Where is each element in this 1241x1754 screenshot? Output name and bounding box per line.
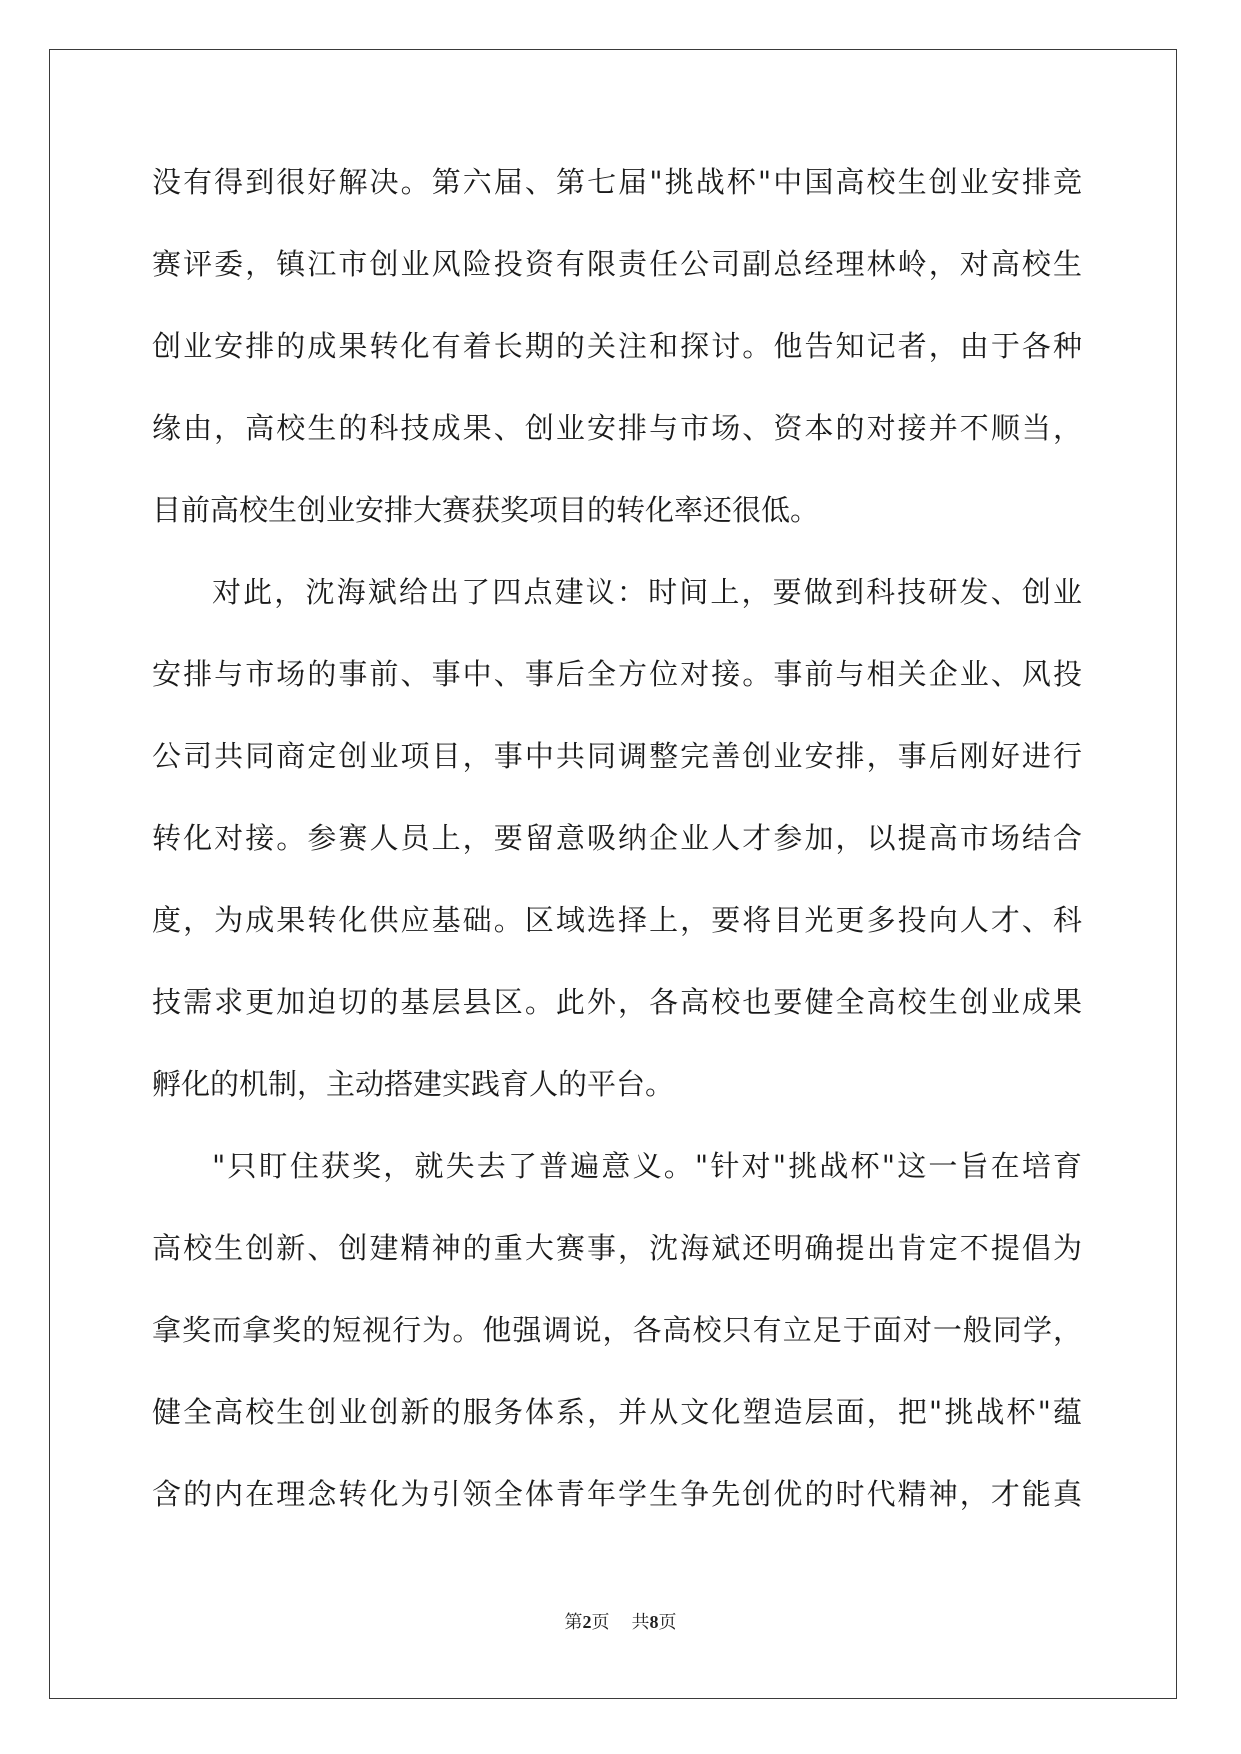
- page-suffix: 页: [591, 1612, 610, 1632]
- page-prefix: 第: [564, 1612, 583, 1632]
- text-line: 健全高校生创业创新的服务体系，并从文化塑造层面，把"挑战杯"蕴: [152, 1395, 1082, 1429]
- text-line: "只盯住获奖，就失去了普遍意义。"针对"挑战杯"这一旨在培育: [212, 1149, 1082, 1183]
- document-body: [152, 152, 1082, 1546]
- total-suffix: 页: [658, 1612, 677, 1632]
- page-footer: [0, 1608, 1241, 1634]
- text-line: 缘由，高校生的科技成果、创业安排与市场、资本的对接并不顺当，: [152, 411, 1082, 445]
- text-line: 技需求更加迫切的基层县区。此外，各高校也要健全高校生创业成果: [152, 985, 1082, 1019]
- text-line: 公司共同商定创业项目，事中共同调整完善创业安排，事后刚好进行: [152, 739, 1082, 773]
- text-line: 目前高校生创业安排大赛获奖项目的转化率还很低。: [152, 493, 820, 527]
- text-line: 没有得到很好解决。第六届、第七届"挑战杯"中国高校生创业安排竞: [152, 165, 1082, 199]
- text-line: 创业安排的成果转化有着长期的关注和探讨。他告知记者，由于各种: [152, 329, 1082, 363]
- text-line: 度，为成果转化供应基础。区域选择上，要将目光更多投向人才、科: [152, 903, 1082, 937]
- text-line: 对此，沈海斌给出了四点建议：时间上，要做到科技研发、创业: [212, 575, 1082, 609]
- total-prefix: 共: [631, 1612, 650, 1632]
- text-line: 赛评委，镇江市创业风险投资有限责任公司副总经理林岭，对高校生: [152, 247, 1082, 281]
- text-line: 拿奖而拿奖的短视行为。他强调说，各高校只有立足于面对一般同学，: [152, 1313, 1082, 1347]
- current-page-number: 2: [582, 1612, 592, 1632]
- text-line: 转化对接。参赛人员上，要留意吸纳企业人才参加，以提高市场结合: [152, 821, 1082, 855]
- text-line: 孵化的机制，主动搭建实践育人的平台。: [152, 1067, 675, 1101]
- total-page-number: 8: [649, 1612, 659, 1632]
- text-line: 安排与市场的事前、事中、事后全方位对接。事前与相关企业、风投: [152, 657, 1082, 691]
- text-line: 含的内在理念转化为引领全体青年学生争先创优的时代精神，才能真: [152, 1477, 1082, 1511]
- text-line: 高校生创新、创建精神的重大赛事，沈海斌还明确提出肯定不提倡为: [152, 1231, 1082, 1265]
